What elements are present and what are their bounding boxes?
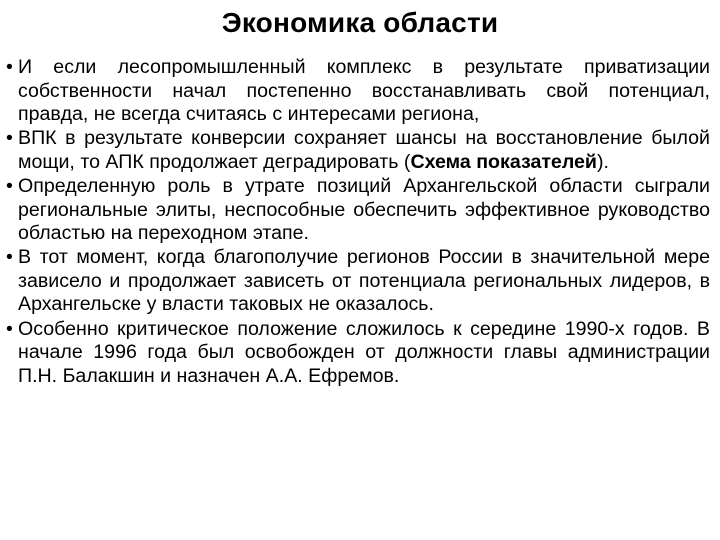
bullet-item xyxy=(6,56,710,127)
bullet-text: ВПК в результате конверсии сохраняет шансы на восстановление былой мощи, то АПК продолжает деградировать ( xyxy=(18,127,710,173)
bullet-item xyxy=(6,127,710,174)
bullet-icon: • xyxy=(6,127,13,150)
bullet-text-end: ). xyxy=(596,150,609,173)
bullet-list xyxy=(6,56,710,389)
bullet-item xyxy=(6,318,710,389)
bullet-icon: • xyxy=(6,56,13,78)
bullet-icon: • xyxy=(6,174,13,197)
indicators-scheme-link[interactable]: Схема показателей xyxy=(410,150,597,173)
bullet-text: Особенно критическое положение сложилось к середине 1990-х годов. В начале 1996 года был освобожден от должности главы администрации П.Н. Балакшин и назначен А.А. Ефремов. xyxy=(18,317,710,387)
bullet-icon: • xyxy=(6,317,13,340)
bullet-item xyxy=(6,175,710,246)
bullet-text: И если лесопромышленный комплекс в результате приватизации собственности начал постепенно восстанавливать свой потенциал, правда, не всегда считаясь с интересами региона, xyxy=(18,56,710,126)
bullet-text: Определенную роль в утрате позиций Архангельской области сыграли региональные элиты, неспособные обеспечить эффективное руководство областью на переходном этапе. xyxy=(18,174,710,245)
bullet-item xyxy=(6,246,710,317)
bullet-icon: • xyxy=(6,246,13,269)
bullet-text: В тот момент, когда благополучие регионов России в значительной мере зависело и продолжает зависеть от потенциала региональных лидеров, в Архангельске у власти таковых не оказалось. xyxy=(18,246,710,316)
slide-title: Экономика области xyxy=(221,7,499,38)
